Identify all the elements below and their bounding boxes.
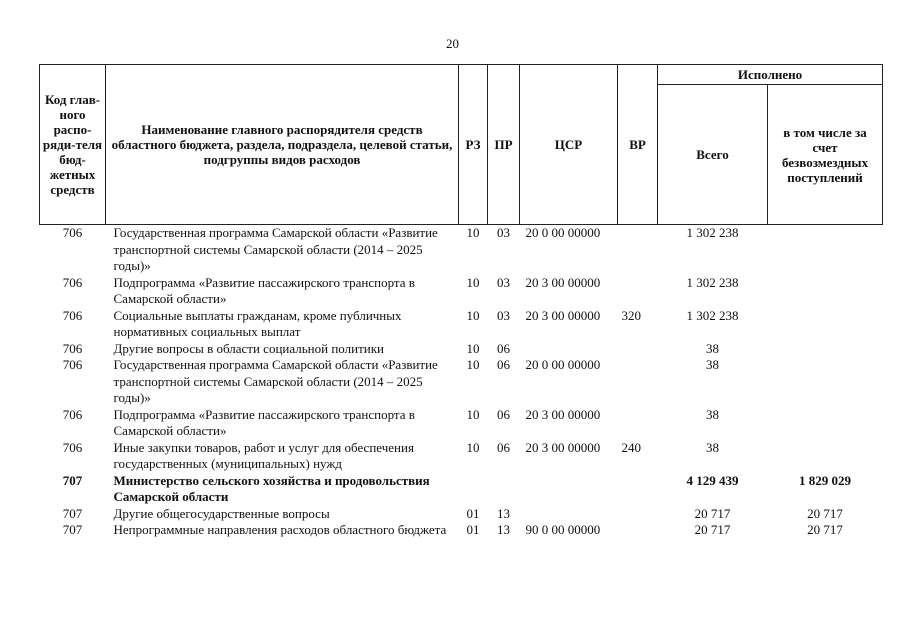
row-pr: 13 <box>497 522 510 537</box>
row-csr: 20 3 00 00000 <box>525 406 601 422</box>
row-pr: 06 <box>497 406 510 422</box>
page-number: 20 <box>446 36 459 51</box>
row-vr <box>618 275 658 308</box>
row-rz: 01 <box>466 522 480 537</box>
row-vr <box>618 522 658 539</box>
budget-table <box>39 64 883 539</box>
table-row <box>40 407 883 440</box>
table-row <box>40 275 883 308</box>
table-row <box>40 522 883 539</box>
table-body <box>40 225 883 539</box>
row-pr: 03 <box>497 225 510 240</box>
row-total: 1 302 238 <box>686 225 739 240</box>
row-rz: 10 <box>466 439 480 455</box>
row-rz: 10 <box>466 225 480 240</box>
header-total: Всего <box>658 85 768 225</box>
row-total: 38 <box>706 439 719 455</box>
row-free: 20 717 <box>807 505 843 521</box>
row-csr: 20 3 00 00000 <box>525 274 601 290</box>
row-name: Подпрограмма «Развитие пассажирского транспорта в Самарской области» <box>113 274 415 306</box>
row-vr <box>618 341 658 358</box>
row-pr: 06 <box>497 340 510 356</box>
row-code: 707 <box>62 522 83 537</box>
row-csr: 20 0 00 00000 <box>525 225 601 240</box>
row-rz: 10 <box>466 357 480 372</box>
row-vr <box>618 506 658 523</box>
row-free <box>768 225 883 275</box>
table-row <box>40 308 883 341</box>
row-csr: 20 3 00 00000 <box>525 439 601 455</box>
row-name: Подпрограмма «Развитие пассажирского транспорта в Самарской области» <box>113 406 415 438</box>
row-name: Министерство сельского хозяйства и продовольствия Самарской области <box>113 472 430 504</box>
table-row <box>40 506 883 523</box>
row-vr <box>618 357 658 407</box>
row-free <box>768 440 883 473</box>
row-name: Государственная программа Самарской области «Развитие транспортной системы Самарской области (2014 – 2025 годы)» <box>113 357 438 405</box>
row-name: Непрограммные направления расходов областного бюджета <box>113 522 447 537</box>
table-row <box>40 440 883 473</box>
row-free <box>768 341 883 358</box>
row-vr: 320 <box>621 307 641 323</box>
row-free <box>768 357 883 407</box>
row-rz: 10 <box>466 274 480 290</box>
row-vr <box>618 225 658 275</box>
header-rz: РЗ <box>459 65 488 225</box>
row-pr: 03 <box>497 274 510 290</box>
row-vr <box>618 407 658 440</box>
row-csr <box>520 473 618 506</box>
row-total: 20 717 <box>694 522 731 537</box>
row-free <box>768 407 883 440</box>
row-rz: 01 <box>466 505 480 521</box>
row-name: Иные закупки товаров, работ и услуг для обеспечения государственных (муниципальных) нужд <box>113 439 414 471</box>
table-row <box>40 473 883 506</box>
row-name: Государственная программа Самарской области «Развитие транспортной системы Самарской области (2014 – 2025 годы)» <box>113 225 438 273</box>
header-executed: Исполнено <box>658 65 883 85</box>
row-pr <box>488 473 520 506</box>
row-code: 706 <box>62 225 83 240</box>
row-code: 706 <box>62 307 83 323</box>
header-csr: ЦСР <box>520 65 618 225</box>
row-free: 1 829 029 <box>799 472 851 488</box>
table-row <box>40 225 883 275</box>
row-total: 20 717 <box>694 505 731 521</box>
row-csr: 20 0 00 00000 <box>525 357 601 372</box>
row-pr: 06 <box>497 439 510 455</box>
row-code: 707 <box>62 505 83 521</box>
header-name: Наименование главного распорядителя средств областного бюджета, раздела, подраздела, целевой статьи, подгруппы видов расходов <box>106 65 459 225</box>
row-csr: 90 0 00 00000 <box>525 522 601 537</box>
row-rz: 10 <box>466 340 480 356</box>
row-total: 4 129 439 <box>686 472 739 488</box>
header-free: в том числе за счет безвозмездных поступлений <box>768 85 883 225</box>
row-csr <box>520 506 618 523</box>
header-pr: ПР <box>488 65 520 225</box>
row-name: Социальные выплаты гражданам, кроме публичных нормативных социальных выплат <box>113 307 402 339</box>
row-free: 20 717 <box>807 522 843 537</box>
row-csr <box>520 341 618 358</box>
row-vr: 240 <box>621 439 641 455</box>
row-total: 38 <box>706 357 719 372</box>
row-total: 1 302 238 <box>686 274 739 290</box>
header-vr: ВР <box>618 65 658 225</box>
row-pr: 06 <box>497 357 510 372</box>
row-rz: 10 <box>466 307 480 323</box>
row-csr: 20 3 00 00000 <box>525 307 601 323</box>
row-total: 38 <box>706 340 719 356</box>
row-code: 706 <box>62 274 83 290</box>
row-free <box>768 275 883 308</box>
row-name: Другие вопросы в области социальной политики <box>113 340 384 356</box>
row-vr <box>618 473 658 506</box>
table-row <box>40 357 883 407</box>
row-total: 1 302 238 <box>686 307 739 323</box>
row-code: 707 <box>62 472 83 488</box>
row-pr: 03 <box>497 307 510 323</box>
row-code: 706 <box>62 357 83 372</box>
row-code: 706 <box>62 340 83 356</box>
table-row <box>40 341 883 358</box>
row-pr: 13 <box>497 505 510 521</box>
row-code: 706 <box>62 439 83 455</box>
row-rz: 10 <box>466 406 480 422</box>
row-name: Другие общегосударственные вопросы <box>113 505 330 521</box>
row-free <box>768 308 883 341</box>
header-code: Код глав-ного распо-ряди-теля бюд-жетных средств <box>40 65 106 225</box>
row-total: 38 <box>706 406 719 422</box>
row-rz <box>459 473 488 506</box>
row-code: 706 <box>62 406 83 422</box>
